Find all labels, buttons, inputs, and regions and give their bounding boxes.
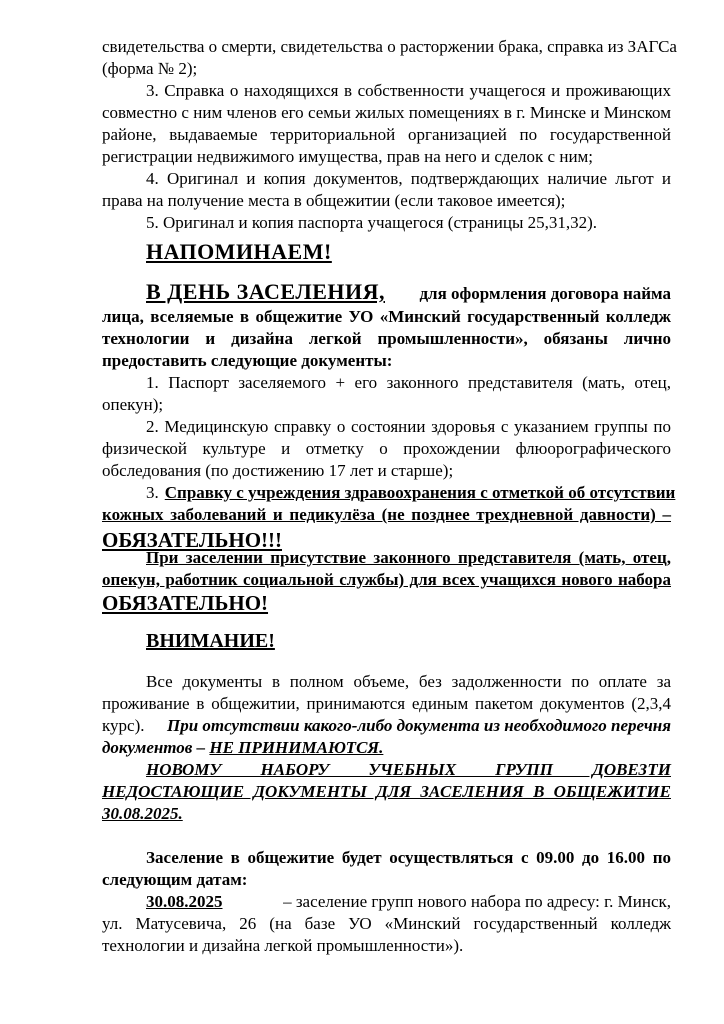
text-line: кожных заболеваний и педикулёза (не позднее трехдневной давности) – <box>102 505 671 524</box>
settlement-date: 30.08.2025 <box>146 892 223 911</box>
skin-certificate-text: Справку с учреждения здравоохранения с отметкой об отсутствии <box>164 483 676 502</box>
text-line: проживание в общежитии, принимаются единым пакетом документов (2,3,4 <box>102 694 671 713</box>
reminder-heading: НАПОМИНАЕМ! <box>146 239 332 264</box>
text-line: совместно с ним членов его семьи жилых помещениях в г. Минске и Минском <box>102 103 671 122</box>
text-fragment: курс). <box>102 716 145 735</box>
text-line: Заселение в общежитие будет осуществляться с 09.00 до 16.00 по <box>146 848 671 867</box>
day-of-settlement-line <box>146 279 671 307</box>
list-item-4: 4. Оригинал и копия документов, подтверждающих наличие льгот и <box>146 169 671 188</box>
text-line: Все документы в полном объеме, без задолженности по оплате за <box>146 672 671 691</box>
text-fragment: – заселение групп нового набора по адресу: г. Минск, <box>283 892 671 911</box>
text-line <box>102 737 383 759</box>
text-line: опекун); <box>102 395 164 414</box>
list-item-1: 1. Паспорт заселяемого + его законного представителя (мать, отец, <box>146 373 671 392</box>
list-item-5: 5. Оригинал и копия паспорта учащегося (страницы 25,31,32). <box>146 213 598 232</box>
list-item-3: 3. Справка о находящихся в собственности учащегося и проживающих <box>146 81 671 100</box>
text-line: предоставить следующие документы: <box>102 351 393 370</box>
text-line: регистрации недвижимого имущества, прав на него и сделок с ним; <box>102 147 594 166</box>
text-line: опекун, работник социальной службы) для всех учащихся нового набора <box>102 570 671 589</box>
text-fragment: документов – <box>102 738 206 757</box>
list-number: 3. <box>146 483 159 502</box>
text-line <box>146 891 671 913</box>
text-line: следующим датам: <box>102 870 248 889</box>
missing-document-warning: При отсутствии какого-либо документа из необходимого перечня <box>166 716 671 735</box>
text-line: НОВОМУ НАБОРУ УЧЕБНЫХ ГРУПП ДОВЕЗТИ <box>146 760 671 779</box>
text-line: физической культуре и отметку о прохождении флюорографического <box>102 439 671 458</box>
text-line: технологии и дизайна легкой промышленности»). <box>102 936 464 955</box>
day-heading: В ДЕНЬ ЗАСЕЛЕНИЯ, <box>146 279 385 304</box>
text-line: НЕДОСТАЮЩИЕ ДОКУМЕНТЫ ДЛЯ ЗАСЕЛЕНИЯ В ОБЩЕЖИТИЕ <box>102 782 671 801</box>
attention-heading: ВНИМАНИЕ! <box>146 630 275 652</box>
not-accepted-warning: НЕ ПРИНИМАЮТСЯ. <box>209 738 384 757</box>
text-line: права на получение места в общежитии (если таковое имеется); <box>102 191 566 210</box>
list-item-2: 2. Медицинскую справку о состоянии здоровья с указанием группы по <box>146 417 671 436</box>
text-line: лица, вселяемые в общежитие УО «Минский государственный колледж <box>102 307 671 326</box>
list-item-3-medical <box>146 482 676 504</box>
text-line: свидетельства о смерти, свидетельства о расторжении брака, справка из ЗАГСа <box>102 37 677 56</box>
text-line: обследования (по достижению 17 лет и старше); <box>102 461 454 480</box>
text-line <box>102 715 671 737</box>
text-line: (форма № 2); <box>102 59 198 78</box>
text-line: районе, выдаваемые территориальной организацией по государственной <box>102 125 671 144</box>
text-line: ул. Матусевича, 26 (на базе УО «Минский государственный колледж <box>102 914 671 933</box>
mandatory-notice: ОБЯЗАТЕЛЬНО! <box>102 591 269 615</box>
deadline-date: 30.08.2025. <box>102 804 183 823</box>
text-line: технологии и дизайна легкой промышленности», обязаны лично <box>102 329 671 348</box>
day-heading-rest: для оформления договора найма <box>419 284 671 303</box>
mandatory-notice: ОБЯЗАТЕЛЬНО!!! <box>102 528 283 552</box>
text-line: При заселении присутствие законного представителя (мать, отец, <box>146 548 671 567</box>
